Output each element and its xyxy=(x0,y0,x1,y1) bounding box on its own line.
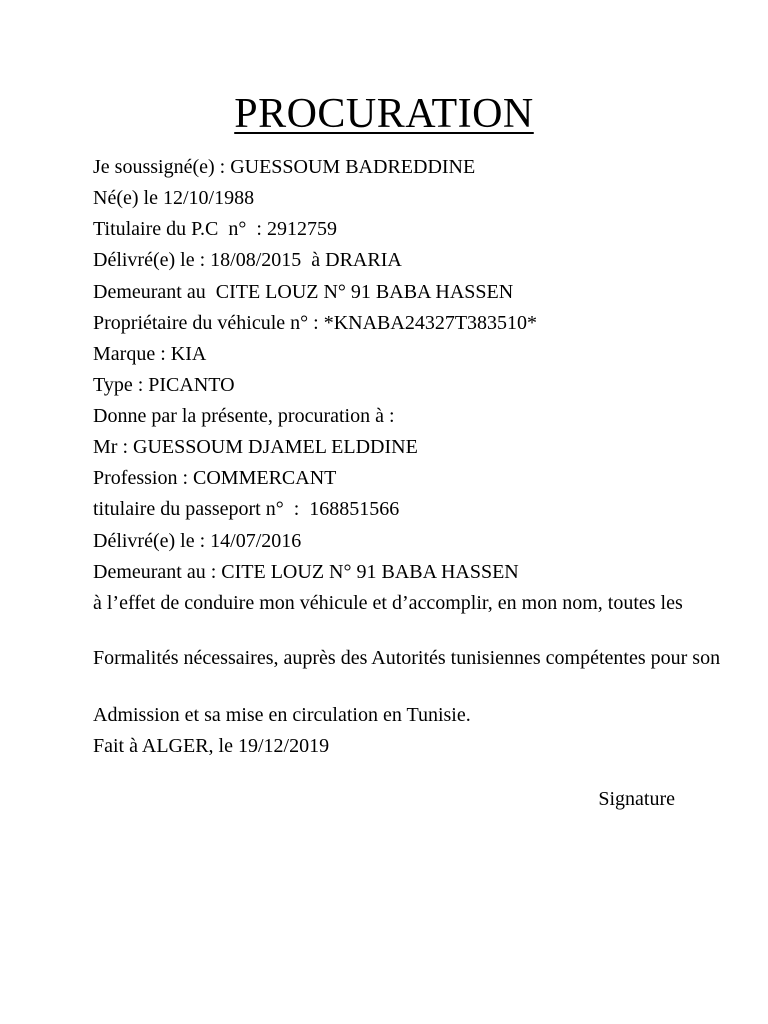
vehicle-brand-line: Marque : KIA xyxy=(93,343,207,365)
formalities-paragraph: Formalités nécessaires, auprès des Autorités tunisiennes compétentes pour son xyxy=(93,647,721,669)
birth-date-line: Né(e) le 12/10/1988 xyxy=(93,187,255,209)
document-title xyxy=(0,86,768,142)
proxy-address-line: Demeurant au : CITE LOUZ N° 91 BABA HASSEN xyxy=(93,561,519,583)
license-issue-line: Délivré(e) le : 18/08/2015 à DRARIA xyxy=(93,249,402,271)
document-title-text: PROCURATION xyxy=(234,91,534,137)
proxy-intro-line: Donne par la présente, procuration à : xyxy=(93,405,395,427)
vehicle-type-line: Type : PICANTO xyxy=(93,374,235,396)
vehicle-number-line: Propriétaire du véhicule n° : *KNABA24327T383510* xyxy=(93,312,538,334)
passport-number-line: titulaire du passeport n° : 168851566 xyxy=(93,498,400,520)
passport-issue-line: Délivré(e) le : 14/07/2016 xyxy=(93,530,302,552)
license-number-line: Titulaire du P.C n° : 2912759 xyxy=(93,218,337,240)
signature-label: Signature xyxy=(598,788,675,810)
proxy-profession-line: Profession : COMMERCANT xyxy=(93,467,337,489)
declarant-name-line: Je soussigné(e) : GUESSOUM BADREDDINE xyxy=(93,156,476,178)
admission-line: Admission et sa mise en circulation en Tunisie. xyxy=(93,704,471,726)
purpose-paragraph: à l’effet de conduire mon véhicule et d’accomplir, en mon nom, toutes les xyxy=(93,592,683,614)
place-date-line: Fait à ALGER, le 19/12/2019 xyxy=(93,735,330,757)
declarant-address-line: Demeurant au CITE LOUZ N° 91 BABA HASSEN xyxy=(93,281,514,303)
proxy-name-line: Mr : GUESSOUM DJAMEL ELDDINE xyxy=(93,436,418,458)
